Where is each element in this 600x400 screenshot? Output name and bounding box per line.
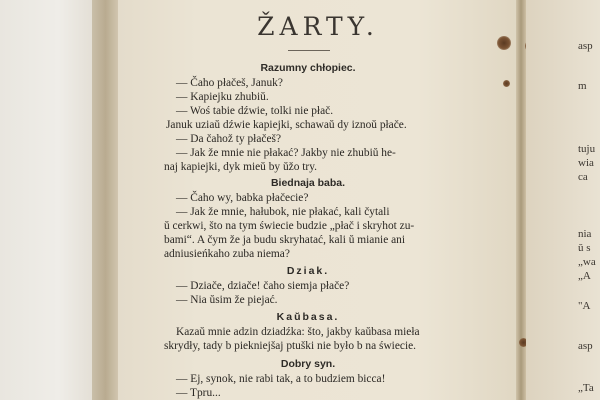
section-heading: Kaŭbasa. <box>276 311 340 323</box>
section-heading: Razumny chłopiec. <box>260 62 356 74</box>
page-fragment: "A <box>578 300 591 312</box>
text-line: — Jak že mnie nie płakać? Jakby nie zhubiŭ he- <box>176 147 396 159</box>
section-heading: Dobry syn. <box>280 358 336 370</box>
text-line: — Kapiejku zhubiŭ. <box>176 91 269 103</box>
section-heading: Biednaja baba. <box>270 177 346 189</box>
page-fragment: asp <box>578 340 593 352</box>
page-title: ŽARTY. <box>257 12 379 41</box>
section-heading: Dziak. <box>286 265 330 277</box>
text-line: Januk uziaŭ dźwie kapiejki, schawaŭ dy iznoŭ płače. <box>166 119 407 131</box>
text-line: — Dziače, dziače! čaho siemja płače? <box>176 280 350 292</box>
page-fragment: wia <box>578 157 594 169</box>
text-line: — Nia ŭsim že piejać. <box>176 294 278 306</box>
next-page-edge <box>526 0 600 400</box>
page-fragment: „Ta <box>578 382 594 394</box>
text-line: — Da čahož ty płačeš? <box>176 133 281 145</box>
text-line: ŭ cerkwi, što na tym świecie budzie „płač i skryhot zu- <box>164 220 415 232</box>
page-fragment: ŭ s <box>578 242 591 254</box>
book-page <box>118 0 518 400</box>
text-line: naj kapiejki, dyk mieŭ by ŭžo try. <box>164 161 317 173</box>
page-fragment: „A <box>578 270 591 282</box>
page-fragment: asp <box>578 40 593 52</box>
facing-blank-page <box>0 0 98 400</box>
text-line: — Woś tabie dźwie, tolki nie płač. <box>176 105 334 117</box>
text-line: skrydły, tady b piekniejšaj ptuški nie było b na świecie. <box>164 340 417 352</box>
binding-hole <box>503 80 510 87</box>
text-line: — Ej, synok, nie rabi tak, a to budziem bicca! <box>176 373 386 385</box>
text-line: — Tpru... <box>176 387 221 399</box>
text-line: bami“. A čym že ja budu skryhatać, kali ŭ mianie ani <box>164 234 406 246</box>
text-line: adniusieńkaho zuba niema? <box>164 248 290 260</box>
text-line: — Čaho wy, babka płačecie? <box>176 192 309 204</box>
page-fragment: nia <box>578 228 592 240</box>
text-line: Kazaŭ mnie adzin dziadźka: što, jakby kaŭbasa mieła <box>176 326 420 338</box>
page-fragment: „wa <box>578 256 596 268</box>
title-rule <box>288 50 330 51</box>
text-line: — Čaho płačeš, Januk? <box>176 77 283 89</box>
page-fragment: m <box>578 80 587 92</box>
page-fragment: tuju <box>578 143 596 155</box>
page-fragment: ca <box>578 171 588 183</box>
text-line: — Jak že mnie, hałubok, nie płakać, kali čytali <box>176 206 390 218</box>
binding-hole <box>497 36 511 50</box>
